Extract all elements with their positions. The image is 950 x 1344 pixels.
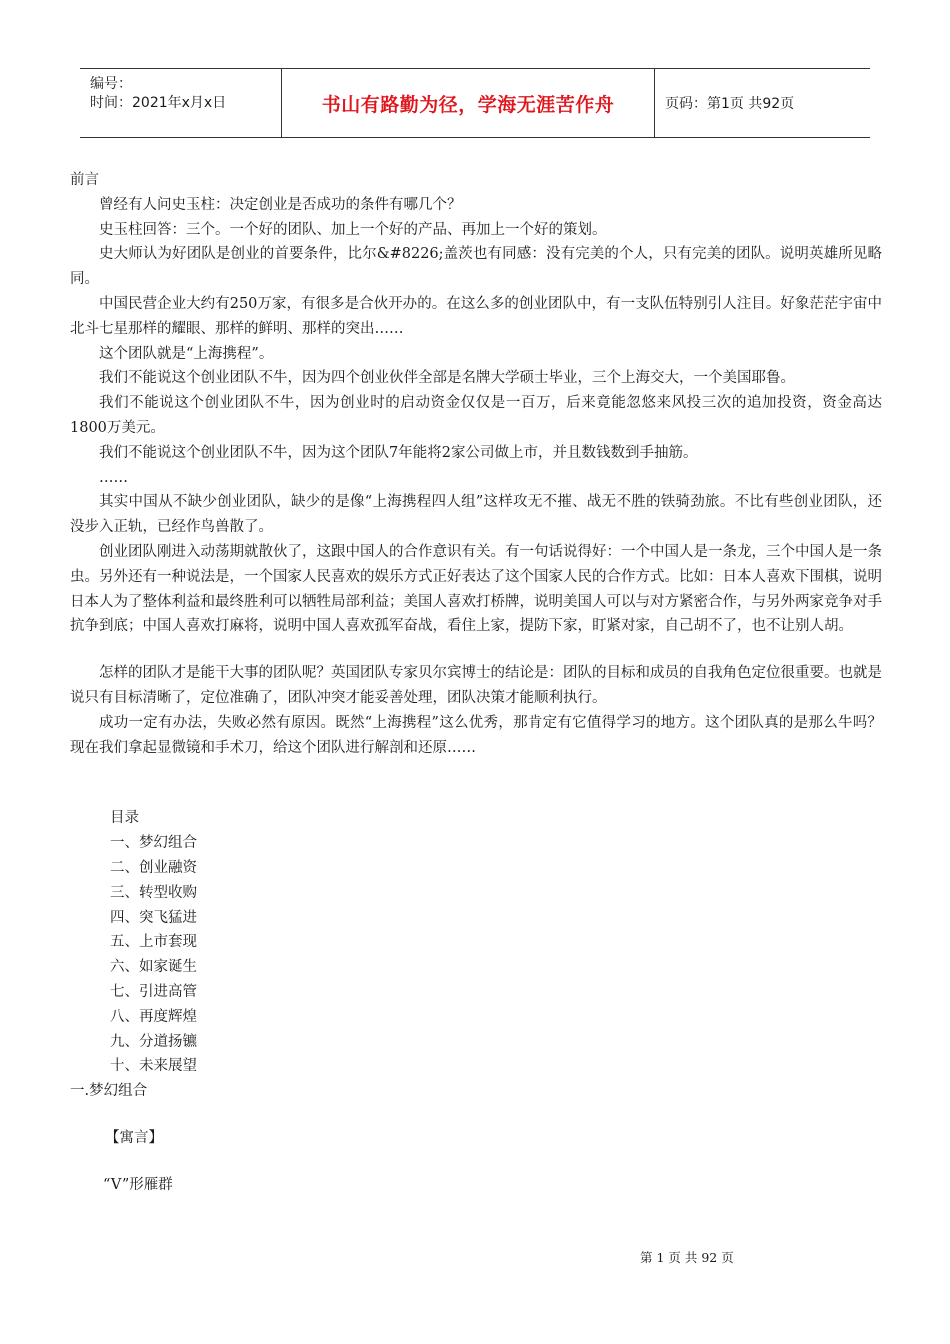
paragraph: 史玉柱回答：三个。一个好的团队、加上一个好的产品、再加上一个好的策划。	[99, 221, 607, 238]
paragraph: 创业团队刚进入动荡期就散伙了，这跟中国人的合作意识有关。有一句话说得好：一个中国人是一条龙，三个中国人是一条虫。另外还有一种说法是，一个国家人民喜欢的娱乐方式正好表达了这个国家人民的合作方式。比如：日本人喜欢下围棋，说明日本人为了整体利益和最终胜利可以牺牲局部利益；美国人喜欢打桥牌，说明美国人可以与对方紧密合作，与另外两家竞争对手抗争到底；中国人喜欢打麻将，说明中国人喜欢孤军奋战，看住上家，提防下家，盯紧对家，自己胡不了，也不让别人胡。	[70, 543, 882, 635]
spacer	[70, 1104, 882, 1126]
header-page-label: 页码：第1页 共92页	[665, 96, 795, 112]
paragraph: 成功一定有办法，失败必然有原因。既然“上海携程”这么优秀，那肯定有它值得学习的地方。这个团队真的是那么牛吗？现在我们拿起显微镜和手术刀，给这个团队进行解剖和还原……	[70, 714, 882, 756]
page-footer: 第 1 页 共 92 页	[640, 1250, 734, 1265]
number-label: 编号：	[90, 76, 132, 92]
page-header	[80, 68, 870, 138]
toc-item: 四、突飞猛进	[110, 909, 197, 926]
document-body	[70, 168, 882, 1197]
paragraph: ……	[99, 469, 128, 486]
toc-item: 三、转型收购	[110, 884, 197, 901]
paragraph: 曾经有人问史玉柱：决定创业是否成功的条件有哪几个？	[99, 196, 462, 213]
spacer	[70, 784, 882, 806]
toc-item: 五、上市套现	[110, 934, 197, 951]
spacer	[70, 760, 882, 784]
spacer	[70, 639, 882, 661]
header-slogan: 书山有路勤为径，学海无涯苦作舟	[282, 69, 655, 137]
spacer	[70, 1151, 882, 1173]
toc-item: 七、引进高管	[110, 983, 197, 1000]
time-label: 时间：2021年x月x日	[90, 95, 227, 111]
section-title: 一.梦幻组合	[70, 1083, 148, 1100]
paragraph: 我们不能说这个创业团队不牛，因为四个创业伙伴全部是名牌大学硕士毕业，三个上海交大，一个美国耶鲁。	[99, 370, 795, 387]
toc-item: 十、未来展望	[110, 1058, 197, 1075]
fable-title: “V”形雁群	[103, 1176, 173, 1193]
toc-item: 九、分道扬镳	[110, 1033, 197, 1050]
preface-title: 前言	[70, 172, 99, 188]
toc-item: 二、创业融资	[110, 859, 197, 876]
fable-label: 【寓言】	[105, 1129, 163, 1146]
paragraph: 这个团队就是“上海携程”。	[99, 345, 274, 362]
toc-item: 八、再度辉煌	[110, 1008, 197, 1025]
paragraph: 我们不能说这个创业团队不牛，因为创业时的启动资金仅仅是一百万，后来竟能忽悠来风投三次的追加投资，资金高达1800万美元。	[70, 395, 882, 436]
paragraph: 怎样的团队才是能干大事的团队呢？英国团队专家贝尔宾博士的结论是：团队的目标和成员的自我角色定位很重要。也就是说只有目标清晰了，定位准确了，团队冲突才能妥善处理，团队决策才能顺利执行。	[70, 665, 882, 706]
toc-title: 目录	[110, 810, 139, 827]
header-info	[80, 69, 282, 137]
paragraph: 史大师认为好团队是创业的首要条件，比尔&#8226;盖茨也有同感：没有完美的个人，只有完美的团队。说明英雄所见略同。	[70, 246, 882, 288]
toc-item: 一、梦幻组合	[110, 835, 197, 852]
paragraph: 其实中国从不缺少创业团队，缺少的是像“上海携程四人组”这样攻无不摧、战无不胜的铁骑劲旅。不比有些创业团队，还没步入正轨，已经作鸟兽散了。	[70, 494, 882, 536]
paragraph: 中国民营企业大约有250万家，有很多是合伙开办的。在这么多的创业团队中，有一支队伍特别引人注目。好象茫茫宇宙中北斗七星那样的耀眼、那样的鲜明、那样的突出……	[70, 295, 882, 337]
paragraph: 我们不能说这个创业团队不牛，因为这个团队7年能将2家公司做上市，并且数钱数到手抽筋。	[99, 444, 698, 461]
toc-item: 六、如家诞生	[110, 959, 197, 976]
